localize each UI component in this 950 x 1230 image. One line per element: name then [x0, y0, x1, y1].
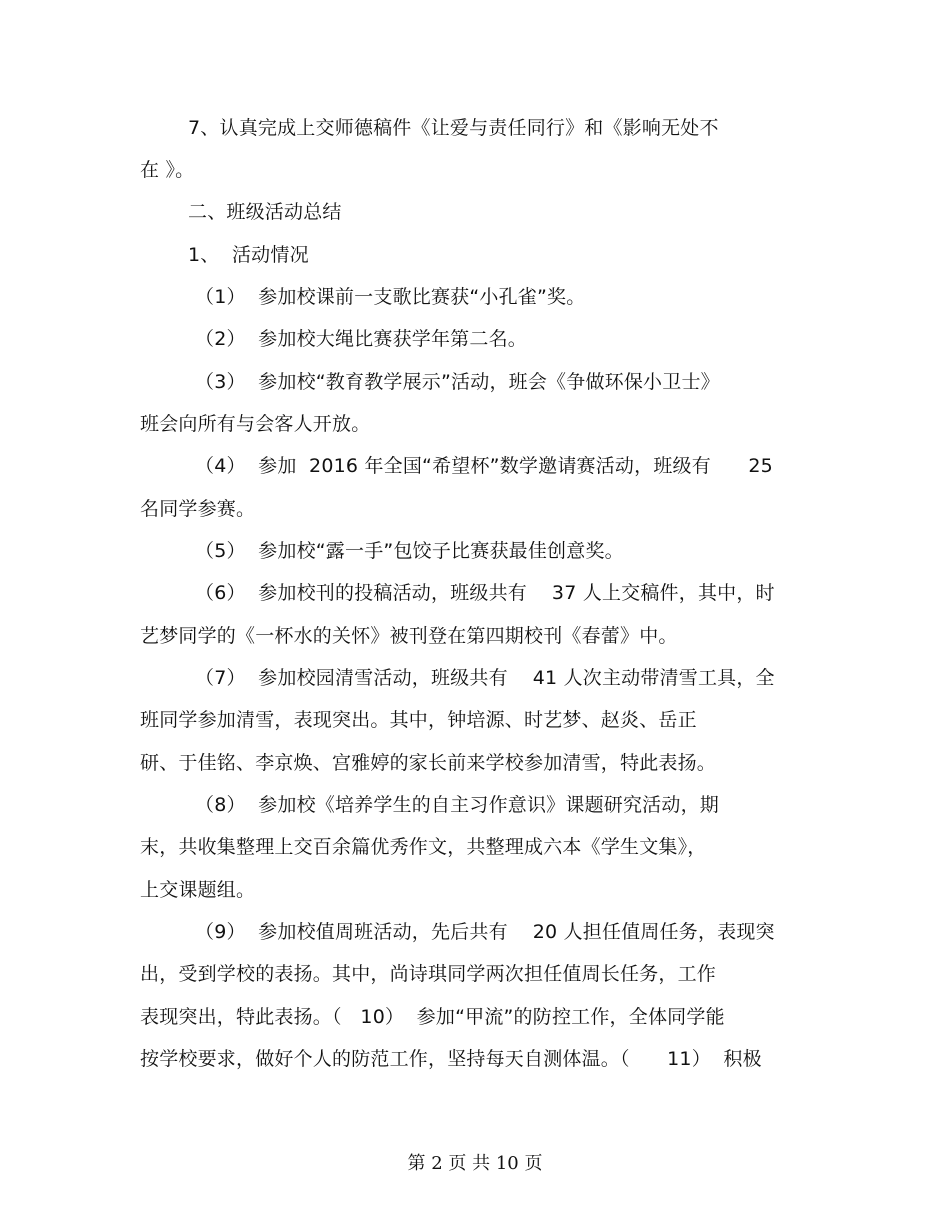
- text-line: 末，共收集整理上交百余篇优秀作文，共整理成六本《学生文集》，: [140, 836, 707, 858]
- text-line: 班同学参加清雪，表现突出。其中，钟培源、时艺梦、赵炎、岳正: [140, 709, 697, 731]
- text-line: 按学校要求，做好个人的防范工作，坚持每天自测体温。（ 11） 积极: [140, 1048, 762, 1070]
- list-item: （2） 参加校大绳比赛获学年第二名。: [195, 328, 527, 350]
- list-item: （8） 参加校《培养学生的自主习作意识》课题研究活动，期: [195, 794, 719, 816]
- text-line: 研、于佳铭、李京焕、宫雅婷的家长前来学校参加清雪，特此表扬。: [140, 752, 717, 774]
- list-item: （9） 参加校值周班活动，先后共有 20 人担任值周任务，表现突: [195, 921, 775, 943]
- list-item: （1） 参加校课前一支歌比赛获“小孔雀”奖。: [195, 286, 586, 308]
- subsection-heading: 1、 活动情况: [188, 244, 309, 266]
- list-item: （4） 参加 2016 年全国“希望杯”数学邀请赛活动，班级有 25: [195, 455, 773, 477]
- section-heading: 二、班级活动总结: [188, 201, 342, 223]
- list-item: （6） 参加校刊的投稿活动，班级共有 37 人上交稿件，其中，时: [195, 582, 775, 604]
- list-item: （5） 参加校“露一手”包饺子比赛获最佳创意奖。: [195, 540, 624, 562]
- page-number-footer: 第 2 页 共 10 页: [407, 1153, 543, 1174]
- text-line: 表现突出，特此表扬。（ 10） 参加“甲流”的防控工作，全体同学能: [140, 1006, 725, 1028]
- text-line: 上交课题组。: [140, 879, 256, 901]
- text-line: 出，受到学校的表扬。其中，尚诗琪同学两次担任值周长任务，工作: [140, 963, 717, 985]
- text-line: 艺梦同学的《一杯水的关怀》被刊登在第四期校刊《春蕾》中。: [140, 625, 678, 647]
- text-line: 班会向所有与会客人开放。: [140, 413, 371, 435]
- text-line: 名同学参赛。: [140, 498, 256, 520]
- text-line: 7、认真完成上交师德稿件《让爱与责任同行》和《影响无处不: [188, 117, 719, 139]
- list-item: （3） 参加校“教育教学展示”活动，班会《争做环保小卫士》: [195, 371, 720, 393]
- list-item: （7） 参加校园清雪活动，班级共有 41 人次主动带清雪工具，全: [195, 667, 775, 689]
- text-line: 在 》。: [140, 159, 195, 181]
